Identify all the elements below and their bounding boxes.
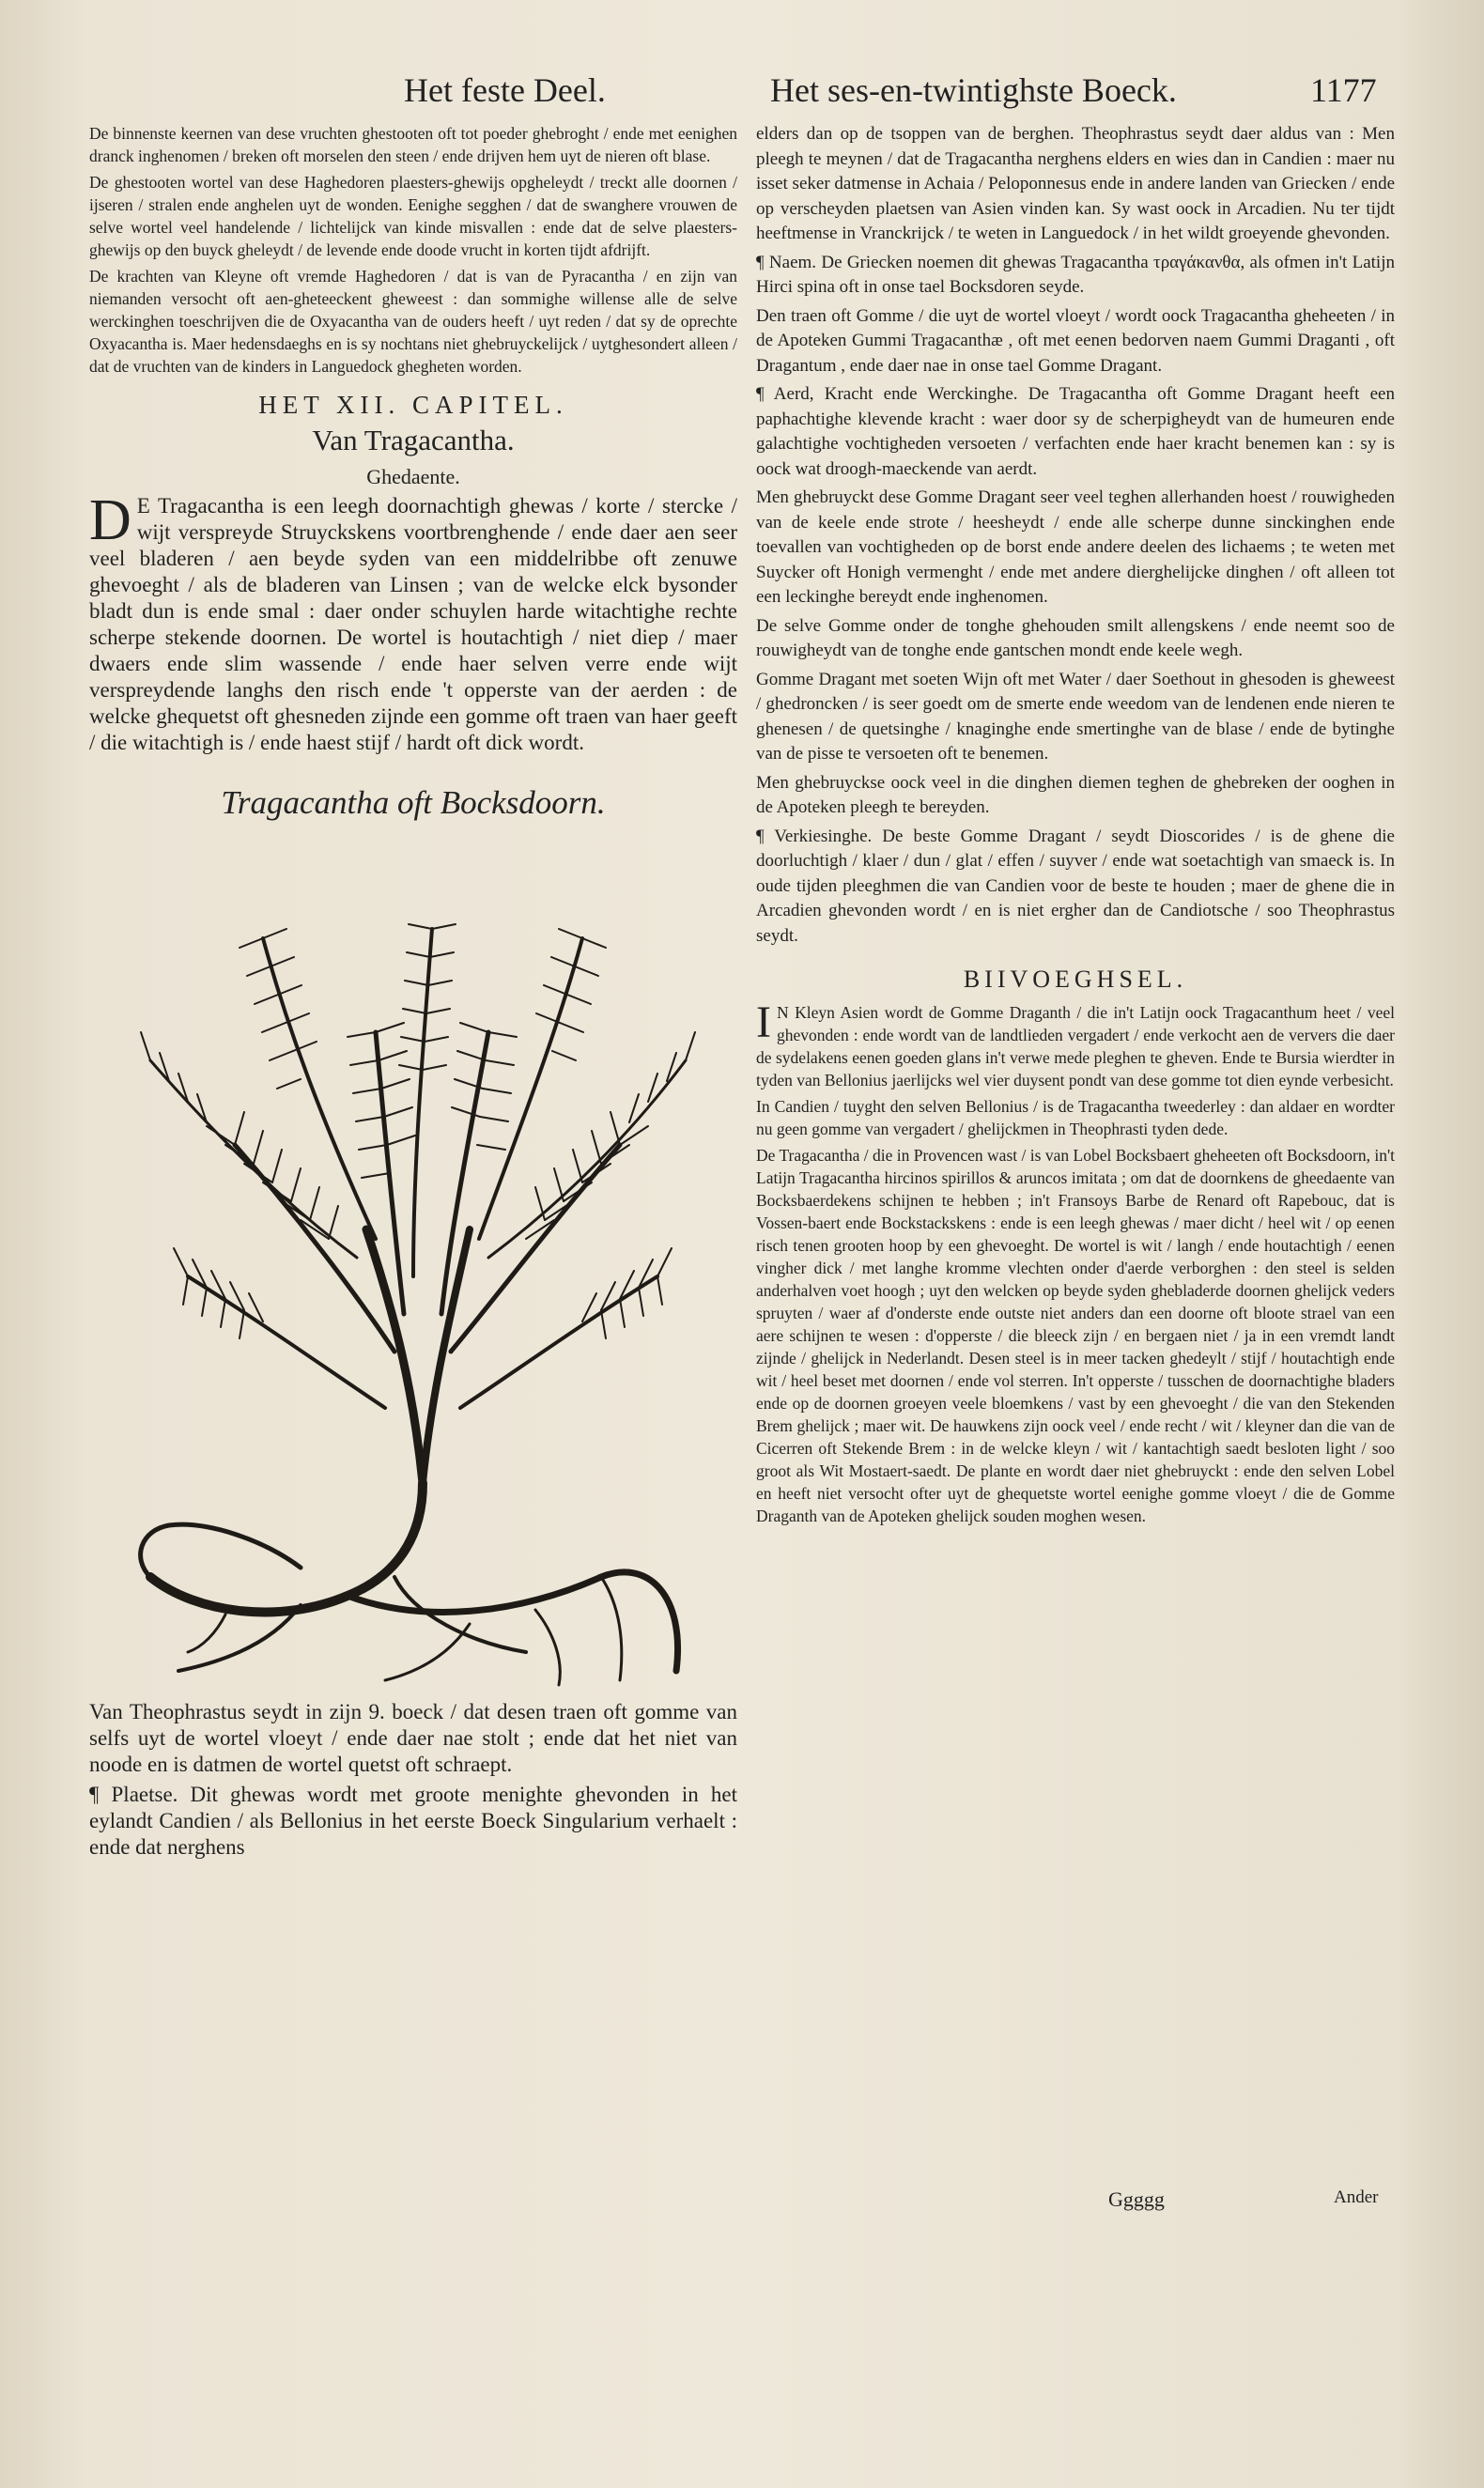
right-paragraph-8: Men ghebruyckse oock veel in die dinghen diemen teghen de ghebreken der ooghen in de Apoteken pleegh te bereyden.: [756, 772, 1395, 817]
section-label: Ghedaente.: [366, 465, 460, 488]
catchword: Ander: [1334, 2187, 1379, 2207]
drop-cap: D: [89, 488, 131, 552]
left-column: [89, 122, 737, 1864]
right-paragraph-4: ¶ Aerd, Kracht ende Werckinghe. De Tragacantha oft Gomme Dragant heeft een paphachtighe klevende kracht : waer door sy de scherpigheydt van de humeuren ende galachtighe vochtigheden versoeten / verfachten ende haer kracht benemen kan : sy is oock wat droogh-maeckende van aerdt.: [756, 384, 1395, 479]
chapter-heading: HET XII. CAPITEL.: [258, 391, 568, 419]
right-paragraph-3: Den traen oft Gomme / die uyt de wortel vloeyt / wordt oock Tragacantha gheheeten / in de Apoteken Gummi Tragacanthæ , oft met eenen bedorven naem Gummi Draganti , oft Dragantum , ende daer nae in onse tael Gomme Dragant.: [756, 305, 1395, 376]
chapter-title: Van Tragacantha.: [312, 424, 515, 456]
addition-paragraph-2: In Candien / tuyght den selven Bellonius / is de Tragacantha tweederley : dan aldaer en wordter nu geen gomme van vergadert / ghelijckmen in Theophrasti tyden dede.: [756, 1097, 1395, 1138]
signature-mark: Ggggg: [1108, 2187, 1165, 2211]
intro-paragraph-2: De ghestooten wortel van dese Haghedoren plaesters-ghewijs opgheleydt / treckt alle doornen / ijseren / stralen ende anghelen uyt de wonden. Eenighe segghen / dat de swanghere vrouwen de selve wortel veel handelende / lichtelijck van kinde misvallen : ende dat de selve plaesters-ghewijs op den buyck gheleydt / de levende ende doode vrucht in korten tijdt afdrijft.: [89, 173, 737, 259]
right-paragraph-9: ¶ Verkiesinghe. De beste Gomme Dragant / seydt Dioscorides / is de ghene die doorluchtigh / klaer / dun / glat / effen / suyver / ende wat soetachtigh van smaeck is. In oude tijden pleeghmen die van Candien voor de beste te houden ; maer de ghene die in Arcadien ghevonden wordt / en is niet ergher dan de Candiotsche / soo Theophrastus seydt.: [756, 826, 1395, 946]
addition-heading: BIIVOEGHSEL.: [963, 966, 1188, 993]
intro-paragraph-3: De krachten van Kleyne oft vremde Haghedoren / dat is van de Pyracantha / en zijn van niemanden versocht oft aen-gheteeckent gheweest : dan sommighe willense alle de selve werckinghen toeschrijven die de Oxyacantha van de ouders heeft / uyt reden / dat sy de oprechte Oxyacantha is. Maer hedensdaeghs en is sy nochtans niet ghebruyckelijck / uytghesondert alleen / dat de vruchten van de kinders in Languedock ghegheten worden.: [89, 267, 737, 376]
right-paragraph-5: Men ghebruyckt dese Gomme Dragant seer veel teghen allerhanden hoest / rouwigheden van de keele ende strote / heesheydt / ende alle scherpe dunne sinckinghen ende toevallen van vochtigheden op de borst ende andere deelen des lichaems ; te weten met Suycker oft Honigh vermenght / ende met andere dierghelijcke dinghen / oft alleen tot een leckinghe bereydt ende inghenomen.: [756, 487, 1395, 607]
addition-paragraph-3: De Tragacantha / die in Provencen wast / is van Lobel Bocksbaert gheheeten oft Bocksdoorn, in't Latijn Tragacantha hircinos spirillos & aruncos imitata ; om dat de doornkens de gheedaente van Bocksbaerdekens schijnen te hebben ; in't Fransoys Barbe de Renard oft Rapebouc, dat is Vossen-baert ende Bockstackskens : ende is een leegh ghewas / maer dicht / heel wit / op eenen risch tenen grooten hoop by een ghevoeght. De wortel is wit / langh / ende houtachtigh / eenen vingher dick / met langhe kromme vlechten onder d'aerde verborghen : den steel is selden anderhalven voet hoogh ; uyt den welcken op beyde syden ghebladerde doornen ghelijck veders spruyten / waer af d'onderste ende outste niet anders dan een doorne oft bloote strael van een aere schijnen te wesen : d'opperste / die bleeck zijn / en bergaen niet / ja in een vremdt landt zijnde / ghelijck in Nederlandt. Desen steel is in meer tacken ghedeylt / stijf / houtachtigh ende wit / heel beset met doornen / ende vol sterren. In't opperste / tusschen de doornachtighe bladers ende op de doornen groeyen veele bloemkens / vast by een ghevoeght / die van den Stekenden Brem ghelijck ; maer wit. De hauwkens zijn oock veel / ende recht / wit / kleyner dan die van de Cicerren oft Stekende Brem : in de welcke kleyn / wit / kantachtigh saedt besloten light / soo groot als Wit Mostaert-saedt. De plante en wordt daer niet ghebruyckt : ende den selven Lobel en heeft niet versocht ofter uyt de ghequetste wortel eenighe gomme vloeyt / die de Gomme Draganth van de Apoteken ghelijck souden moghen wesen.: [756, 1146, 1395, 1525]
page-number: 1177: [1310, 71, 1377, 109]
plant-foliage: [141, 924, 695, 1483]
plant-roots: [141, 1483, 678, 1685]
after-figure-paragraph-2: ¶ Plaetse. Dit ghewas wordt met groote menighte ghevonden in het eylandt Candien / als Bellonius in het eerste Boeck Singularium verhaelt : ende dat nerghens: [89, 1783, 737, 1859]
addition-drop-cap: I: [756, 997, 771, 1047]
right-paragraph-1: elders dan op de tsoppen van de berghen. Theophrastus seydt daer aldus van : Men pleegh te meynen / dat de Tragacantha nerghens elders en wies dan in Candien : maer nu isset seker datmense in Achaia / Peloponnesus ende in andere landen van Griecken / ende op verscheyden plaetsen van Asien vinden kan. Sy wast oock in Arcadien. Nu ter tijdt heeftmense in Vranckrijck / te weten in Languedock / in het wildt groeyende ghevonden.: [756, 124, 1395, 243]
right-paragraph-2: ¶ Naem. De Griecken noemen dit ghewas Tragacantha τραγάκανθα, als ofmen in't Latijn Hirci spina oft in onse tael Bocksdoren seyde.: [756, 252, 1395, 297]
header-right: Het ses-en-twintighste Boeck.: [770, 71, 1177, 109]
description-paragraph: [89, 488, 737, 756]
page-footer: [0, 2187, 1484, 2225]
after-figure-paragraph-1: Van Theophrastus seydt in zijn 9. boeck / dat desen traen oft gomme van selfs uyt de wortel vloeyt / ende daer nae stolt ; ende dat het niet van noode en is datmen de wortel quetst oft schraept.: [89, 1700, 737, 1776]
addition-text-1: N Kleyn Asien wordt de Gomme Draganth / die in't Latijn oock Tragacanthum heet / veel ghevonden : ende wordt van de landtlieden vergadert / ende verkocht aen de ververs die daer de sydelakens eenen goeden glans in't verwe mede pleghen te gheven. Ende te Bursia wierdter in tyden van Bellonius jaerlijcks wel vier duysent pondt van dese gomme tot dien eynde verbesicht.: [756, 1003, 1395, 1089]
addition-paragraph-1: [756, 997, 1395, 1091]
header-left: Het feste Deel.: [404, 71, 606, 109]
figure-caption: Tragacantha oft Bocksdoorn.: [221, 784, 606, 821]
tragacantha-woodcut: [113, 826, 714, 1690]
right-paragraph-7: Gomme Dragant met soeten Wijn oft met Water / daer Soethout in ghesoden is gheweest / ghedroncken / is seer goedt om de smerte ende weedom van de lendenen ende nieren te ghenesen / de quetsinghe / knaginghe ende smertinghe van de blase / ende de bytinghe van de pisse te versoeten oft te benemen.: [756, 669, 1395, 764]
right-paragraph-6: De selve Gomme onder de tonghe ghehouden smilt allengskens / ende neemt soo de rouwigheydt van de tonghe ende gantschen mondt ende keele wegh.: [756, 615, 1395, 660]
intro-paragraph-1: De binnenste keernen van dese vruchten ghestooten oft tot poeder ghebroght / ende met eenighen dranck inghenomen / breken oft morselen den steen / ende drijven hem uyt de nieren oft blase.: [89, 124, 737, 165]
description-text: E Tragacantha is een leegh doornachtigh ghewas / korte / stercke / wijt verspreyde Struyckskens voortbrenghende / ende daer aen seer veel bladeren / aen beyde syden van een middelribbe oft zenuwe ghevoeght / als de bladeren van Linsen ; van de welcke elck bysonder bladt dun is ende smal : daer onder schuylen harde witachtighe rechte scherpe stekende doornen. De wortel is houtachtigh / niet diep / maer dwaers ende slim wassende / ende haer selven verre ende wijt verspreydende langhs den risch ende 't opperste van der aerden : de welcke ghequetst oft ghesneden zijnde een gomme oft traen van haer geeft / die witachtigh is / ende haest stijf / hardt oft dick wordt.: [89, 494, 737, 754]
running-header: [0, 70, 1484, 127]
right-column: [756, 122, 1395, 1531]
